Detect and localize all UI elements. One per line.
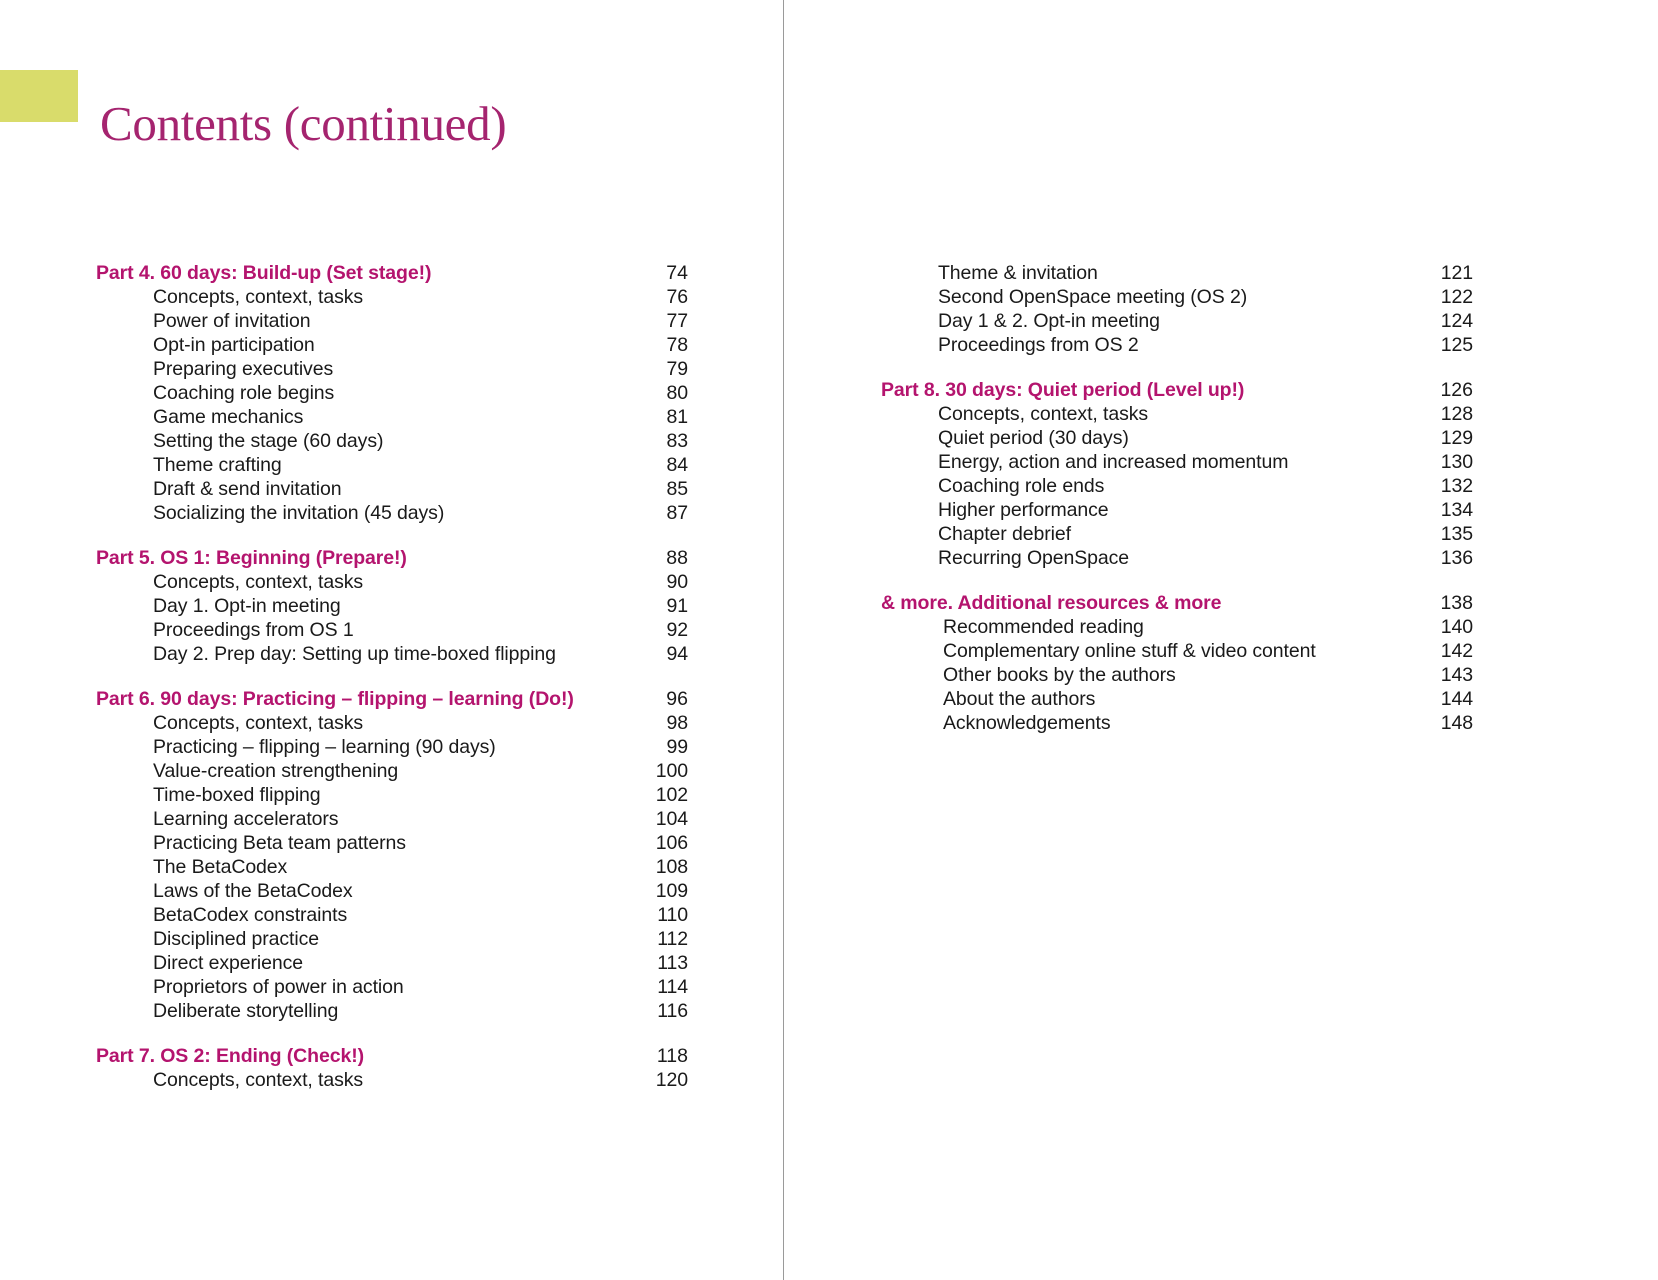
toc-entry-label: Disciplined practice xyxy=(153,930,319,950)
toc-entry-label: Concepts, context, tasks xyxy=(153,1071,364,1091)
toc-entry[interactable] xyxy=(881,264,1473,288)
toc-entry[interactable] xyxy=(881,312,1473,336)
toc-page-number: 121 xyxy=(1440,262,1473,284)
toc-page-number: 118 xyxy=(656,1045,688,1067)
toc-entry[interactable] xyxy=(881,642,1473,666)
toc-entry-label: Practicing Beta team patterns xyxy=(153,834,406,854)
toc-part-heading-label: Part 5. OS 1: Beginning (Prepare!) xyxy=(96,549,407,569)
toc-page-number: 126 xyxy=(1440,379,1473,401)
toc-entry-label: Day 1. Opt-in meeting xyxy=(153,597,341,617)
page-title: Contents (continued) xyxy=(100,95,507,151)
toc-entry-label: Power of invitation xyxy=(153,312,311,332)
toc-page-number: 106 xyxy=(655,832,688,854)
toc-page-number: 83 xyxy=(666,430,688,452)
toc-page-number: 78 xyxy=(666,334,688,356)
toc-page-number: 132 xyxy=(1440,475,1473,497)
toc-entry[interactable] xyxy=(96,738,688,762)
toc-entry-label: Other books by the authors xyxy=(943,666,1176,686)
toc-entry[interactable] xyxy=(96,645,688,669)
toc-part-heading[interactable] xyxy=(881,594,1473,618)
toc-page-number: 124 xyxy=(1440,310,1473,332)
toc-page-number: 100 xyxy=(655,760,688,782)
toc-page-number: 144 xyxy=(1440,688,1473,710)
toc-entry[interactable] xyxy=(881,477,1473,501)
toc-entry[interactable] xyxy=(96,621,688,645)
toc-entry-label: Learning accelerators xyxy=(153,810,339,830)
toc-entry-label: Energy, action and increased momentum xyxy=(938,453,1289,473)
toc-entry-label: Time-boxed flipping xyxy=(153,786,321,806)
toc-entry[interactable] xyxy=(96,408,688,432)
toc-entry[interactable] xyxy=(96,312,688,336)
toc-page-number: 98 xyxy=(666,712,688,734)
toc-page-number: 104 xyxy=(655,808,688,830)
toc-entry[interactable] xyxy=(881,453,1473,477)
toc-page-number: 102 xyxy=(655,784,688,806)
toc-page-number: 90 xyxy=(666,571,688,593)
toc-page-number: 113 xyxy=(657,952,688,974)
toc-page-number: 87 xyxy=(666,502,688,524)
toc-section xyxy=(881,381,1473,573)
toc-entry[interactable] xyxy=(96,714,688,738)
toc-entry-label: Chapter debrief xyxy=(938,525,1071,545)
toc-page-number: 128 xyxy=(1440,403,1473,425)
toc-page-number: 77 xyxy=(666,310,688,332)
toc-page-number: 81 xyxy=(666,406,688,428)
toc-page-number: 92 xyxy=(666,619,688,641)
toc-entry[interactable] xyxy=(881,288,1473,312)
toc-entry[interactable] xyxy=(881,405,1473,429)
toc-entry-label: The BetaCodex xyxy=(153,858,288,878)
toc-page-number: 96 xyxy=(666,688,688,710)
toc-part-heading[interactable] xyxy=(96,1047,688,1071)
toc-entry-label: BetaCodex constraints xyxy=(153,906,348,926)
toc-entry-label: Concepts, context, tasks xyxy=(938,405,1149,425)
toc-page-number: 148 xyxy=(1440,712,1473,734)
toc-entry-label: Theme & invitation xyxy=(938,264,1098,284)
toc-entry[interactable] xyxy=(96,786,688,810)
toc-entry[interactable] xyxy=(881,666,1473,690)
toc-entry[interactable] xyxy=(881,429,1473,453)
toc-entry[interactable] xyxy=(881,714,1473,738)
toc-page-number: 88 xyxy=(666,547,688,569)
toc-page-number: 114 xyxy=(657,976,688,998)
toc-entry-label: Draft & send invitation xyxy=(153,480,342,500)
toc-entry-label: Day 1 & 2. Opt-in meeting xyxy=(938,312,1160,332)
toc-page-number: 108 xyxy=(655,856,688,878)
toc-page-number: 140 xyxy=(1440,616,1473,638)
toc-entry[interactable] xyxy=(96,597,688,621)
toc-page-number: 116 xyxy=(657,1000,688,1022)
toc-entry[interactable] xyxy=(881,618,1473,642)
toc-part-heading-label: Part 8. 30 days: Quiet period (Level up!) xyxy=(881,381,1245,401)
toc-part-heading-label: Part 6. 90 days: Practicing – flipping – learning (Do!) xyxy=(96,690,574,710)
toc-entry[interactable] xyxy=(881,525,1473,549)
toc-page-number: 80 xyxy=(666,382,688,404)
toc-page-number: 84 xyxy=(666,454,688,476)
toc-column-right xyxy=(881,264,1473,738)
toc-entry[interactable] xyxy=(96,288,688,312)
toc-entry[interactable] xyxy=(881,549,1473,573)
toc-entry[interactable] xyxy=(96,456,688,480)
toc-entry-label: Complementary online stuff & video content xyxy=(943,642,1316,662)
toc-page-number: 120 xyxy=(655,1069,688,1091)
toc-entry-label: Recommended reading xyxy=(943,618,1144,638)
toc-part-heading[interactable] xyxy=(96,264,688,288)
toc-entry[interactable] xyxy=(96,906,688,930)
toc-section xyxy=(96,549,688,669)
toc-entry[interactable] xyxy=(96,954,688,978)
toc-section xyxy=(96,264,688,528)
toc-entry-label: Coaching role ends xyxy=(938,477,1105,497)
toc-entry-label: Concepts, context, tasks xyxy=(153,288,364,308)
toc-page-number: 129 xyxy=(1440,427,1473,449)
toc-entry[interactable] xyxy=(96,504,688,528)
toc-part-heading[interactable] xyxy=(96,549,688,573)
toc-column-left xyxy=(96,264,688,1095)
toc-entry[interactable] xyxy=(96,336,688,360)
toc-entry[interactable] xyxy=(96,858,688,882)
toc-entry-label: Socializing the invitation (45 days) xyxy=(153,504,445,524)
toc-page-number: 74 xyxy=(666,262,688,284)
toc-entry-label: About the authors xyxy=(943,690,1096,710)
toc-entry-label: Game mechanics xyxy=(153,408,304,428)
toc-part-heading-label: & more. Additional resources & more xyxy=(881,594,1222,614)
toc-entry-label: Laws of the BetaCodex xyxy=(153,882,353,902)
toc-entry[interactable] xyxy=(881,336,1473,360)
toc-entry[interactable] xyxy=(881,501,1473,525)
toc-page-number: 76 xyxy=(666,286,688,308)
toc-entry-label: Recurring OpenSpace xyxy=(938,549,1130,569)
toc-entry[interactable] xyxy=(96,762,688,786)
toc-section xyxy=(881,264,1473,360)
toc-part-heading-label: Part 4. 60 days: Build-up (Set stage!) xyxy=(96,264,432,284)
toc-page-number: 79 xyxy=(666,358,688,380)
title-accent-block xyxy=(0,70,78,122)
toc-entry-label: Proceedings from OS 1 xyxy=(153,621,354,641)
toc-section xyxy=(96,1047,688,1095)
toc-page-number: 136 xyxy=(1440,547,1473,569)
toc-entry-label: Opt-in participation xyxy=(153,336,315,356)
toc-entry[interactable] xyxy=(96,978,688,1002)
toc-entry-label: Concepts, context, tasks xyxy=(153,714,364,734)
toc-entry-label: Theme crafting xyxy=(153,456,282,476)
toc-part-heading[interactable] xyxy=(881,381,1473,405)
toc-entry-label: Deliberate storytelling xyxy=(153,1002,339,1022)
column-divider xyxy=(783,0,784,1280)
toc-page-number: 91 xyxy=(666,595,688,617)
toc-entry-label: Day 2. Prep day: Setting up time-boxed flipping xyxy=(153,645,556,665)
toc-page-number: 109 xyxy=(655,880,688,902)
toc-page-number: 125 xyxy=(1440,334,1473,356)
toc-entry-label: Proprietors of power in action xyxy=(153,978,404,998)
toc-page-number: 142 xyxy=(1440,640,1473,662)
toc-entry[interactable] xyxy=(96,810,688,834)
toc-entry-label: Proceedings from OS 2 xyxy=(938,336,1139,356)
toc-entry-label: Practicing – flipping – learning (90 days) xyxy=(153,738,496,758)
toc-entry[interactable] xyxy=(96,384,688,408)
toc-entry[interactable] xyxy=(881,690,1473,714)
toc-part-heading[interactable] xyxy=(96,690,688,714)
toc-page-number: 122 xyxy=(1440,286,1473,308)
toc-page-number: 138 xyxy=(1440,592,1473,614)
toc-entry[interactable] xyxy=(96,432,688,456)
toc-page-number: 94 xyxy=(666,643,688,665)
toc-entry-label: Second OpenSpace meeting (OS 2) xyxy=(938,288,1248,308)
toc-entry[interactable] xyxy=(96,1002,688,1026)
toc-entry-label: Value-creation strengthening xyxy=(153,762,399,782)
toc-entry-label: Acknowledgements xyxy=(943,714,1111,734)
toc-part-heading-label: Part 7. OS 2: Ending (Check!) xyxy=(96,1047,364,1067)
toc-section xyxy=(96,690,688,1026)
toc-page-number: 135 xyxy=(1440,523,1473,545)
toc-entry[interactable] xyxy=(96,573,688,597)
toc-entry-label: Preparing executives xyxy=(153,360,334,380)
toc-page-number: 130 xyxy=(1440,451,1473,473)
toc-page-number: 112 xyxy=(657,928,688,950)
toc-entry-label: Higher performance xyxy=(938,501,1109,521)
toc-entry[interactable] xyxy=(96,480,688,504)
toc-entry[interactable] xyxy=(96,930,688,954)
toc-entry-label: Coaching role begins xyxy=(153,384,335,404)
toc-entry-label: Direct experience xyxy=(153,954,304,974)
toc-entry-label: Concepts, context, tasks xyxy=(153,573,364,593)
toc-page-number: 143 xyxy=(1440,664,1473,686)
toc-entry[interactable] xyxy=(96,834,688,858)
toc-entry-label: Setting the stage (60 days) xyxy=(153,432,384,452)
toc-entry[interactable] xyxy=(96,360,688,384)
toc-page-number: 110 xyxy=(657,904,688,926)
toc-section xyxy=(881,594,1473,738)
toc-entry[interactable] xyxy=(96,882,688,906)
toc-entry[interactable] xyxy=(96,1071,688,1095)
toc-page-number: 134 xyxy=(1440,499,1473,521)
toc-entry-label: Quiet period (30 days) xyxy=(938,429,1129,449)
toc-page-number: 85 xyxy=(666,478,688,500)
toc-page-number: 99 xyxy=(666,736,688,758)
